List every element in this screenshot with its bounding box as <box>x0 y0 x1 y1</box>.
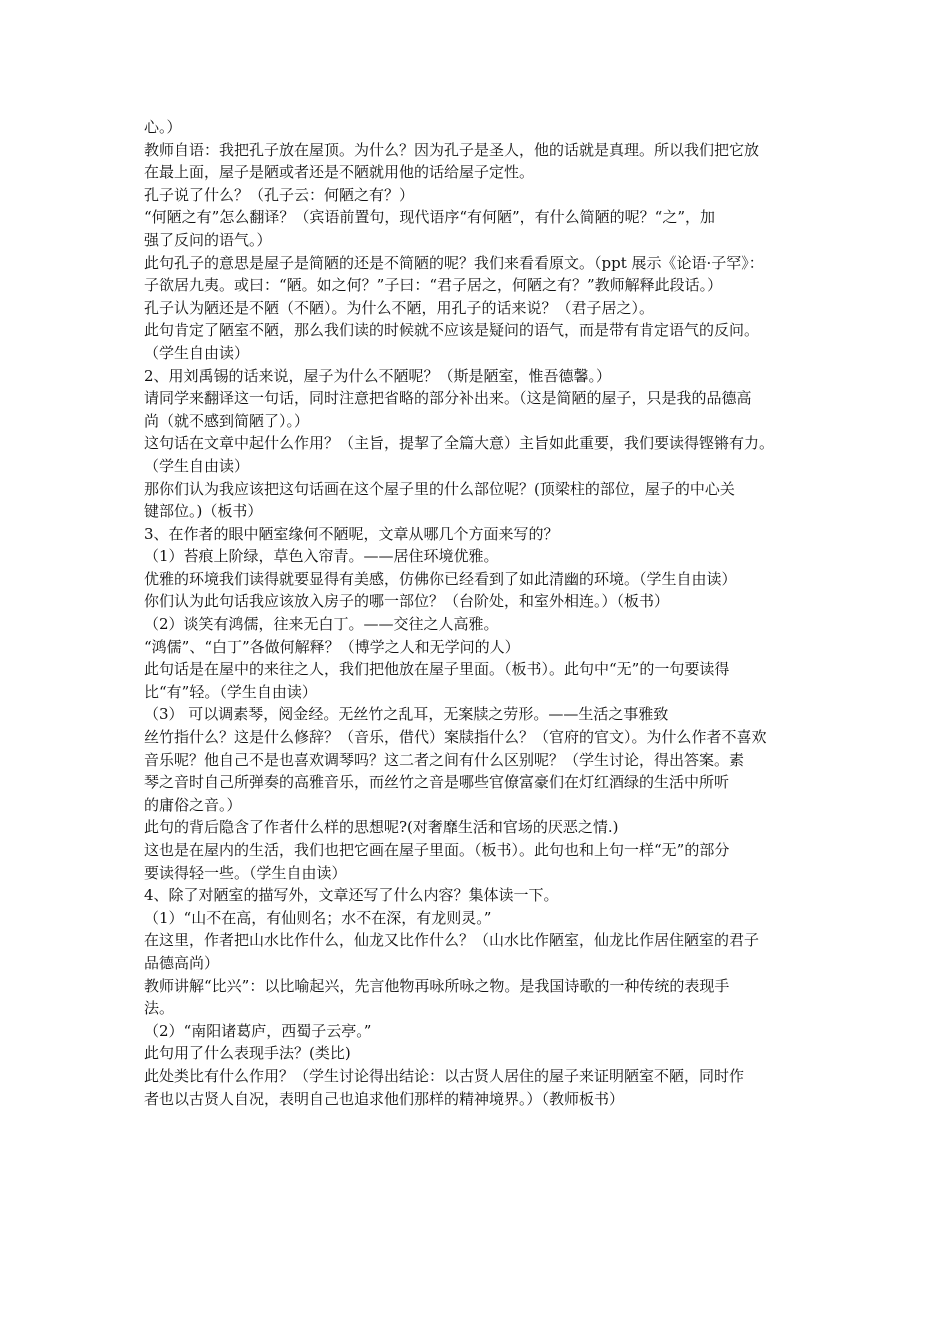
text-line: 此句的背后隐含了作者什么样的思想呢?(对奢靡生活和官场的厌恶之情.) <box>144 818 619 837</box>
text-line: 你们认为此句话我应该放入房子的哪一部位？（台阶处，和室外相连。）（板书） <box>144 592 670 611</box>
text-line: 尚（就不感到简陋了）。） <box>144 411 310 430</box>
text-line: （2）“南阳诸葛庐，西蜀子云亭。” <box>144 1021 372 1040</box>
text-line: 这句话在文章中起什么作用？（主旨，提挈了全篇大意）主旨如此重要，我们要读得铿锵有力。 <box>144 434 775 453</box>
text-line: 孔子认为陋还是不陋（不陋）。为什么不陋，用孔子的话来说？（君子居之）。 <box>144 298 655 317</box>
text-line: 品德高尚） <box>144 953 220 972</box>
text-line: 在最上面，屋子是陋或者还是不陋就用他的话给屋子定性。 <box>144 163 535 182</box>
text-line: 此句孔子的意思是屋子是简陋的还是不简陋的呢？我们来看看原文。（ppt 展示《论语·子罕》： <box>144 253 764 272</box>
text-line: 优雅的环境我们读得就要显得有美感，仿佛你已经看到了如此清幽的环境。（学生自由读） <box>144 569 737 588</box>
text-line: 法。 <box>144 999 175 1018</box>
document-body <box>144 116 818 1110</box>
text-line: 此句话是在屋中的来往之人，我们把他放在屋子里面。（板书）。此句中“无”的一句要读得 <box>144 660 730 679</box>
text-line: 键部位。)（板书） <box>144 502 263 521</box>
text-line: （3） 可以调素琴，阅金经。无丝竹之乱耳，无案牍之劳形。——生活之事雅致 <box>144 705 669 724</box>
text-line: 在这里，作者把山水比作什么，仙龙又比作什么？（山水比作陋室，仙龙比作居住陋室的君子 <box>144 931 760 950</box>
text-line: 强了反问的语气。） <box>144 230 272 249</box>
text-line: 此句肯定了陋室不陋，那么我们读的时候就不应该是疑问的语气，而是带有肯定语气的反问。 <box>144 321 760 340</box>
text-line: 教师自语：我把孔子放在屋顶。为什么？因为孔子是圣人，他的话就是真理。所以我们把它放 <box>144 140 760 159</box>
text-line: 的庸俗之音。） <box>144 795 242 814</box>
text-line: 那你们认为我应该把这句话画在这个屋子里的什么部位呢？(顶梁柱的部位，屋子的中心关 <box>144 479 735 498</box>
text-line: （1）“山不在高，有仙则名；水不在深，有龙则灵。” <box>144 908 492 927</box>
text-line: 教师讲解“比兴”：以比喻起兴，先言他物再咏所咏之物。是我国诗歌的一种传统的表现手 <box>144 976 730 995</box>
text-line: 琴之音时自己所弹奏的高雅音乐，而丝竹之音是哪些官僚富豪们在灯红酒绿的生活中所听 <box>144 773 730 792</box>
text-line: 比“有”轻。（学生自由读） <box>144 682 317 701</box>
text-line: 孔子说了什么？（孔子云：何陋之有？） <box>144 185 415 204</box>
text-line: “何陋之有”怎么翻译？（宾语前置句，现代语序“有何陋”，有什么简陋的呢？“之”，加 <box>144 208 716 227</box>
text-line: 此句用了什么表现手法？(类比) <box>144 1044 351 1063</box>
text-line: 丝竹指什么？这是什么修辞？（音乐，借代）案牍指什么？（官府的官文）。为什么作者不喜欢 <box>144 728 767 747</box>
text-line: 要读得轻一些。（学生自由读） <box>144 863 347 882</box>
text-line: 此处类比有什么作用？（学生讨论得出结论：以古贤人居住的屋子来证明陋室不陋，同时作 <box>144 1066 745 1085</box>
text-line: （1）苔痕上阶绿，草色入帘青。——居住环境优雅。 <box>144 547 499 566</box>
text-line: “鸿儒”、“白丁”各做何解释？（博学之人和无学问的人） <box>144 637 520 656</box>
text-line: 这也是在屋内的生活，我们也把它画在屋子里面。（板书）。此句也和上句一样“无”的部分 <box>144 841 730 859</box>
text-line: （2）谈笑有鸿儒，往来无白丁。——交往之人高雅。 <box>144 615 499 634</box>
text-line: （学生自由读） <box>144 456 250 475</box>
text-line: 心。） <box>144 118 182 136</box>
text-line: 请同学来翻译这一句话，同时注意把省略的部分补出来。（这是简陋的屋子，只是我的品德高 <box>144 389 752 408</box>
text-line: 4、除了对陋室的描写外，文章还写了什么内容？集体读一下。 <box>144 886 559 905</box>
text-line: 者也以古贤人自况，表明自己也追求他们那样的精神境界。）（教师板书） <box>144 1089 625 1108</box>
text-line: 3、在作者的眼中陋室缘何不陋呢，文章从哪几个方面来写的？ <box>144 524 559 543</box>
text-line: 2、用刘禹锡的话来说，屋子为什么不陋呢？（斯是陋室，惟吾德馨。） <box>144 366 612 385</box>
text-line: 子欲居九夷。或曰：“陋。如之何？”子曰：“君子居之，何陋之有？”教师解释此段话。） <box>144 276 723 295</box>
text-line: 音乐呢？他自己不是也喜欢调琴吗？这二者之间有什么区别呢？（学生讨论，得出答案。素 <box>144 750 745 769</box>
text-line: （学生自由读） <box>144 343 250 362</box>
